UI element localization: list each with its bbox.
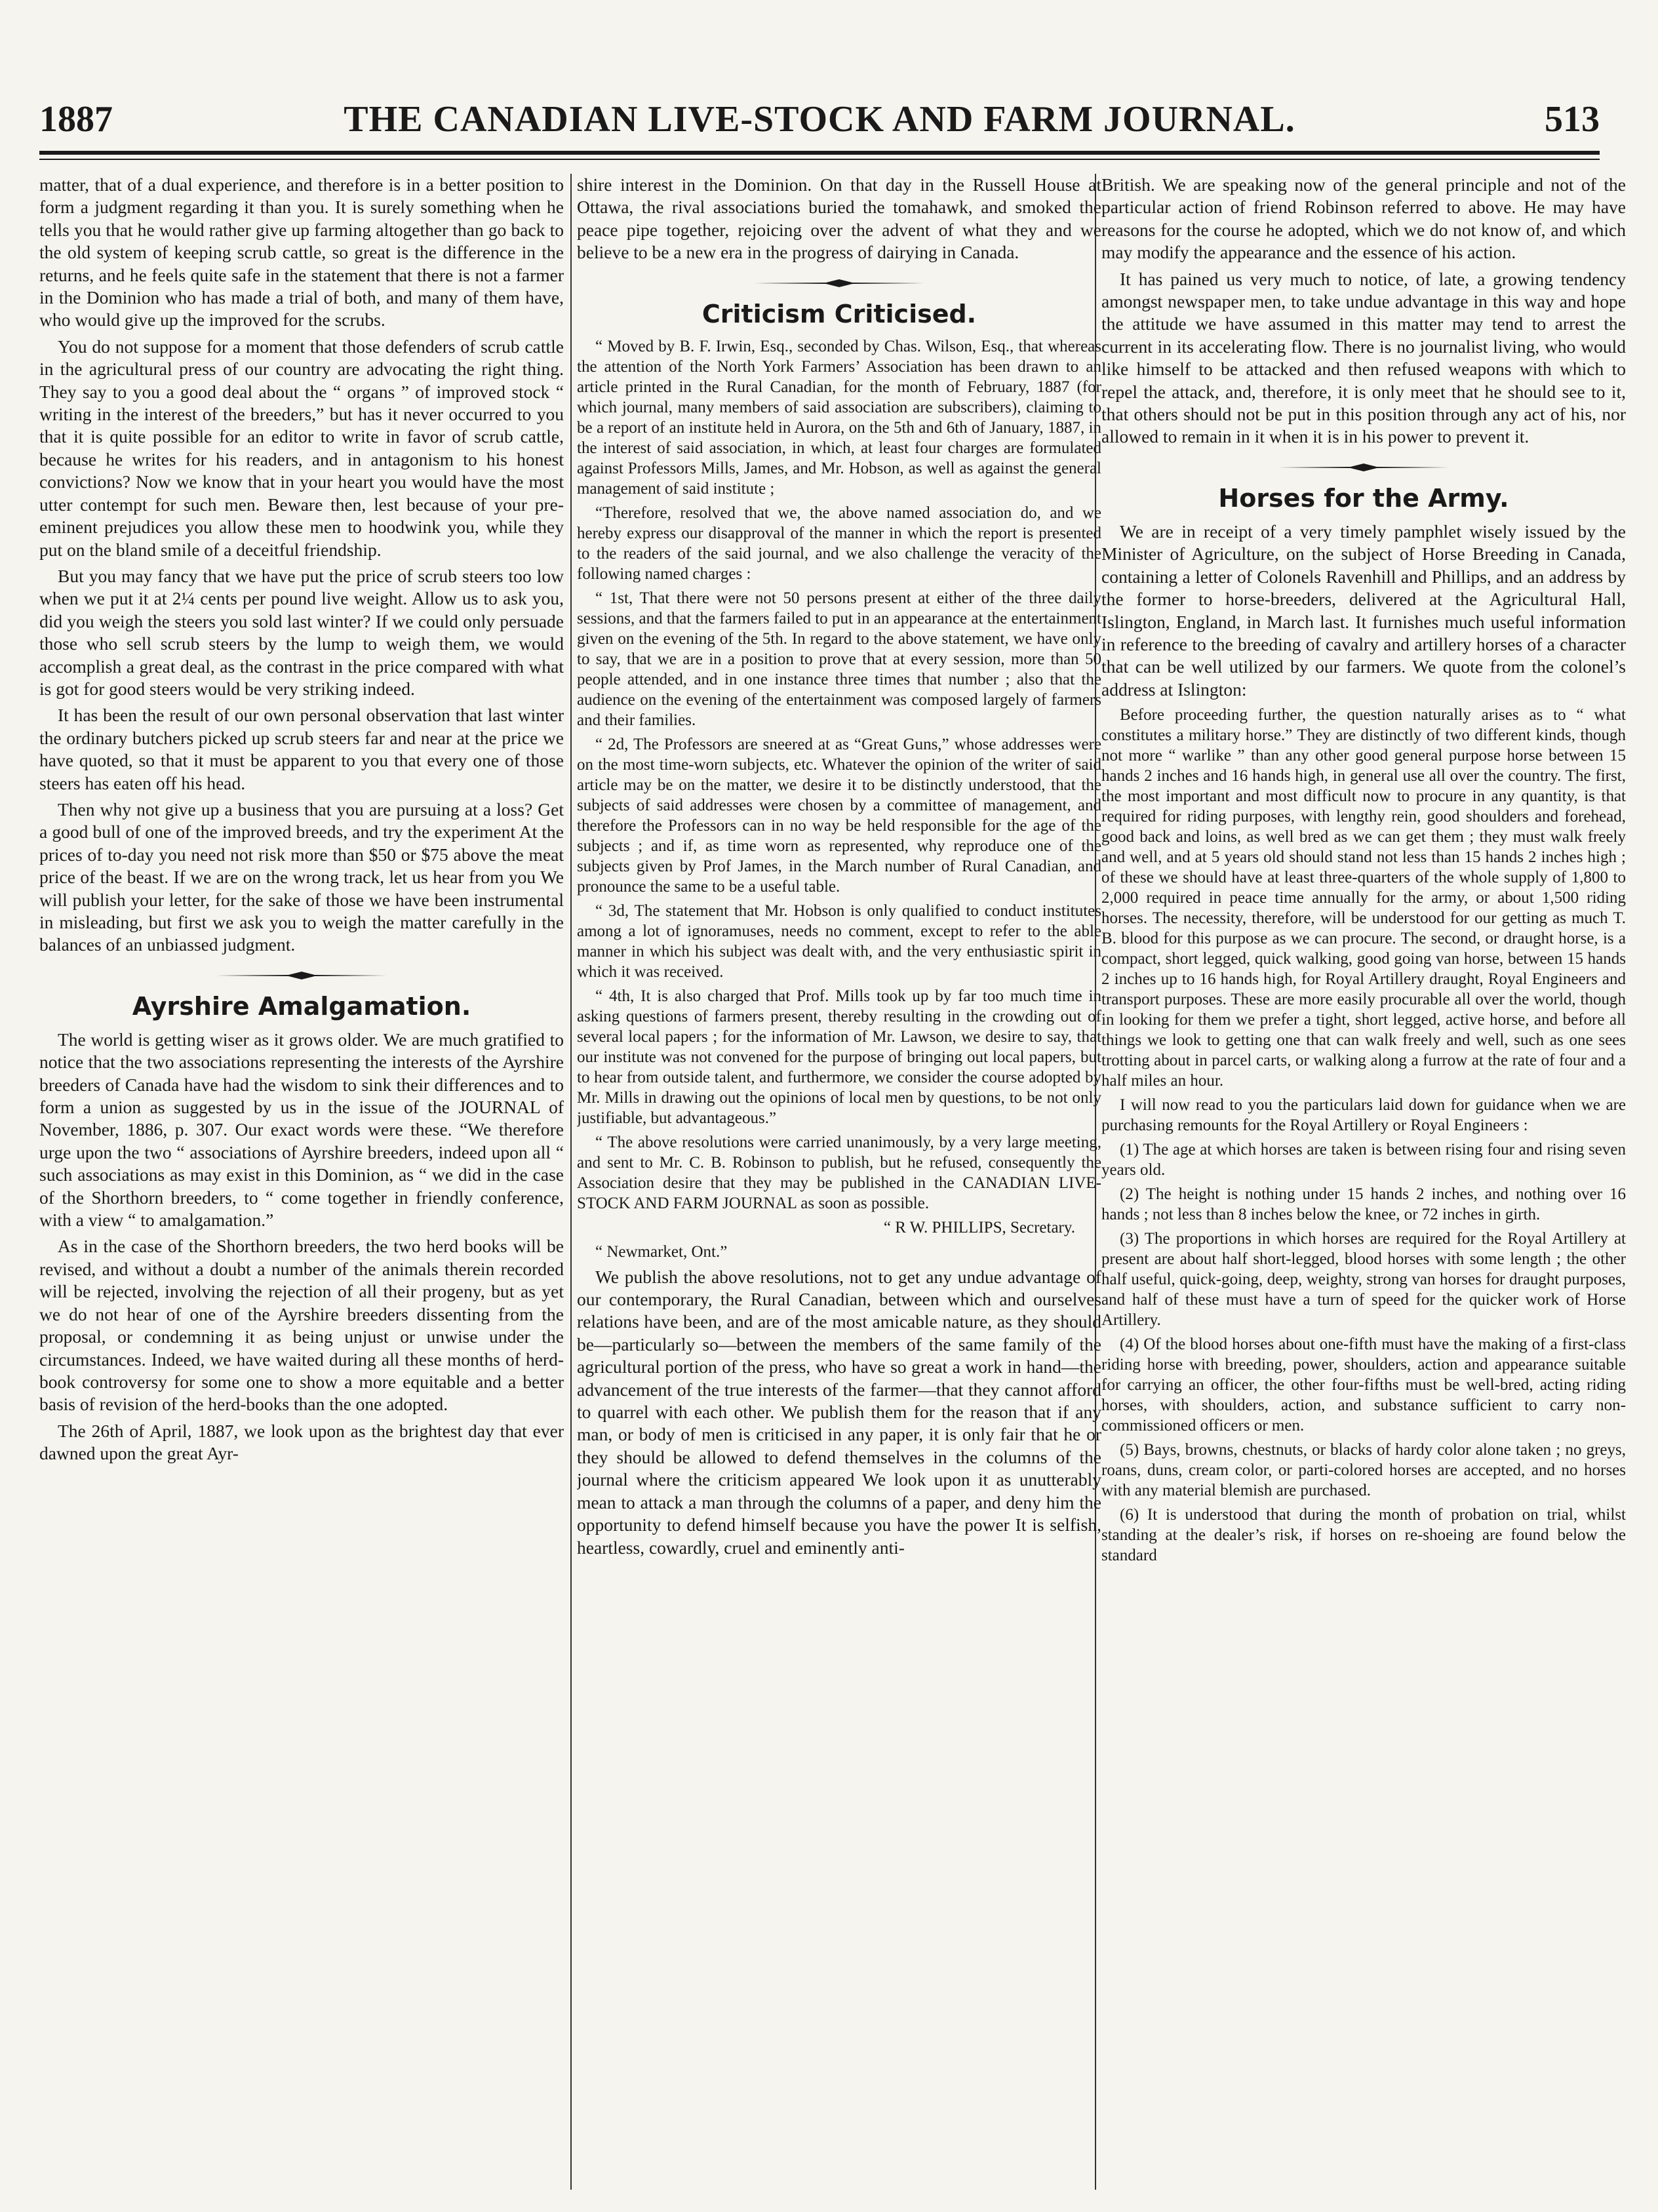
article-heading-ayrshire: Ayrshire Amalgamation. [132, 991, 471, 1021]
quoted-paragraph: I will now read to you the particulars laid down for guidance when we are purchasing remounts for the Royal Artillery or Royal Engineers : [1101, 1096, 1626, 1135]
header-year: 1887 [39, 99, 113, 140]
paragraph: You do not suppose for a moment that those defenders of scrub cattle in the agricultural press of our country are advocating the right thing. They say to you a good deal about the “ organs ” of improved stock “ writing in the interest of the breeders,” but has it never occurred to you that it is quite possible for an editor to write in favor of scrub cattle, because he writes for his readers, and in antagonism to his honest convictions? Now we know that in your heart you would have the most utter contempt for such men. Beware then, lest because of your pre-eminent prejudices you allow these men to hoodwink you, while they put on the bland smile of a deceitful friendship. [39, 336, 564, 560]
signature: “ R W. PHILLIPS, Secretary. [883, 1218, 1075, 1236]
paragraph: We publish the above resolutions, not to get any undue advantage of our contemporary, the Rural Canadian, between which and ourselves relations have been, and are of the most amicable nature, as they should be—particularly so—between the members of the same family of the agricultural portion of the press, who have so great a work in hand—the advancement of the true interests of the farmer—that they cannot afford to quarrel with each other. We publish them for the reason that if any man, or body of men is criticised in any paper, it is only fair that he or they should be allowed to defend themselves in the columns of the journal where the criticism appeared We look upon it as unutterably mean to attack a man through the columns of a paper, and deny him the opportunity to defend himself because you have the power It is selfish, heartless, cowardly, cruel and eminently anti- [577, 1266, 1101, 1558]
paragraph: The 26th of April, 1887, we look upon as the brightest day that ever dawned upon the great Ayr- [39, 1420, 564, 1464]
list-item: (3) The proportions in which horses are required for the Royal Artillery at present are about half short-legged, blood horses with some length ; the other half useful, quick-going, deep, weighty, strong van horses for draught purposes, and half of these must have a turn of speed for the quicker work of Horse Artillery. [1101, 1230, 1626, 1330]
journal-title: THE CANADIAN LIVE-STOCK AND FARM JOURNAL. [344, 99, 1295, 140]
column-separator [570, 174, 572, 2190]
signature-place: “ Newmarket, Ont.” [595, 1242, 728, 1261]
paragraph: As in the case of the Shorthorn breeders, the two herd books will be revised, and without a doubt a number of the animals therein recorded will be rejected, involving the rejection of all their progeny, but as yet we do not hear of one of the Ayrshire breeders dissenting from the proposal, or condemning it as being unjust or unwise under the circumstances. Indeed, we have waited during all these months of herd-book controversy for some one to show a more equitable and a better basis of revision of the herd-books than the one adopted. [39, 1236, 564, 1415]
column-1 [39, 174, 564, 2193]
paragraph: It has been the result of our own personal observation that last winter the ordinary butchers picked up scrub steers far and near at the price we have quoted, so that it must be apparent to you that every one of those steers has eaten off his head. [39, 705, 564, 793]
column-2 [577, 174, 1101, 2193]
section-ornament [1101, 463, 1626, 472]
column-3 [1101, 174, 1626, 2193]
list-item: (2) The height is nothing under 15 hands 2 inches, and nothing over 16 hands ; not less than 8 inches below the knee, or 72 inches in girth. [1101, 1185, 1626, 1224]
quoted-paragraph: “ 2d, The Professors are sneered at as “Great Guns,” whose addresses were on the most time-worn subjects, etc. Whatever the opinion of the writer of said article may be on the matter, we desire it to be distinctly understood, that the subjects of said addresses were chosen by a committee of management, and therefore the Professors can in no way be held responsible for the age of the subjects ; and if, as time worn as represented, why reproduce one of the subjects given by Prof James, in the March number of Rural Canadian, and pronounce the same to be a useful table. [577, 735, 1101, 896]
quoted-paragraph: “Therefore, resolved that we, the above named association do, and we hereby express our disapproval of the manner in which the report is presented to the readers of the said journal, and we also challenge the veracity of the following named charges : [577, 504, 1101, 583]
section-ornament [39, 971, 564, 980]
paragraph: We are in receipt of a very timely pamphlet wisely issued by the Minister of Agriculture, on the subject of Horse Breeding in Canada, containing a letter of Colonels Ravenhill and Phillips, and an address by the former to horse-breeders, delivered at the Agricultural Hall, Islington, England, in March last. It furnishes much useful information in reference to the breeding of cavalry and artillery horses of a character that can be well utilized by our farmers. We quote from the colonel’s address at Islington: [1101, 521, 1626, 700]
page-header [39, 98, 1600, 144]
list-item: (1) The age at which horses are taken is between rising four and rising seven years old. [1101, 1141, 1626, 1179]
quoted-paragraph: “ The above resolutions were carried unanimously, by a very large meeting, and sent to Mr. C. B. Robinson to publish, but he refused, consequently the Association desire that they may be published in the CANADIAN LIVE-STOCK AND FARM JOURNAL as soon as possible. [577, 1133, 1101, 1212]
header-rule-thick [39, 151, 1600, 155]
list-item: (6) It is understood that during the month of probation on trial, whilst standing at the dealer’s risk, if horses on re-shoeing are found below the standard [1101, 1506, 1626, 1565]
paragraph: British. We are speaking now of the general principle and not of the particular action of friend Robinson referred to above. He may have reasons for the course he adopted, which we do not know of, and which may modify the appearance and the essence of his action. [1101, 174, 1626, 263]
paragraph: shire interest in the Dominion. On that day in the Russell House at Ottawa, the rival associations buried the tomahawk, and smoked the peace pipe together, rejoicing over the advent of what they and we believe to be a new era in the progress of dairying in Canada. [577, 174, 1101, 263]
article-heading-horses: Horses for the Army. [1218, 483, 1509, 513]
list-item: (4) Of the blood horses about one-fifth must have the making of a first-class riding horse with breeding, power, shoulders, action and appearance suitable for carrying an officer, the other four-fifths must be well-bred, acting riding horses, with shoulders, action, and substance sufficient to carry non-commissioned officers or men. [1101, 1335, 1626, 1435]
paragraph: The world is getting wiser as it grows older. We are much gratified to notice that the two associations representing the interests of the Ayrshire breeders of Canada have had the wisdom to sink their differences and to form a union as suggested by us in the issue of the JOURNAL of November, 1886, p. 307. Our exact words were these. “We therefore urge upon the two “ associations of Ayrshire breeders, indeed upon all “ such associations as may exist in this Dominion, as “ we did in the case of the Shorthorn breeders, to “ come together in friendly conference, with a view “ to amalgamation.” [39, 1029, 564, 1231]
quoted-paragraph: Before proceeding further, the question naturally arises as to “ what constitutes a military horse.” They are distinctly of two different kinds, though not more “ warlike ” than any other good general purpose horse between 15 hands 2 inches and 16 hands high, in general use all over the country. The first, the most important and most difficult now to procure in any quantity, is that required for riding purposes, with lengthy rein, good shoulders and forehead, good back and loins, as well bred as we can get them ; they must walk freely and well, and at 5 years old should stand not less than 15 hands 2 inches high ; of these we should have at least three-quarters of the whole supply of 1,800 to 2,000 required in peace time annually for the army, or about 1,500 riding horses. The necessity, therefore, will be understood for our getting as much T. B. blood for this purpose as we can procure. The second, or draught horse, is a compact, short legged, quick walking, good going van horse, between 15 hands 2 inches up to 16 hands high, for Royal Artillery draught, Royal Engineers and transport purposes. These are more easily procurable all over the world, though in looking for them we prefer a tight, short legged, active horse, and before all things we look to getting one that can walk freely and well, such as one sees trotting about in parcel carts, or walking along a furrow at the rate of four and a half miles an hour. [1101, 706, 1626, 1090]
paragraph: Then why not give up a business that you are pursuing at a loss? Get a good bull of one of the improved breeds, and try the experiment At the prices of to-day you need not risk more than $50 or $75 above the meat price of the beast. If we are on the wrong track, let us hear from you We will publish your letter, for the sake of those we have been instrumental in misleading, but first we ask you to weigh the matter carefully in the balances of an unbiassed judgment. [39, 799, 564, 955]
quoted-paragraph: “ Moved by B. F. Irwin, Esq., seconded by Chas. Wilson, Esq., that whereas the attention of the North York Farmers’ Association has been drawn to an article printed in the Rural Canadian, for the month of February, 1887 (for which journal, many members of said association are subscribers), claiming to be a report of an institute held in Aurora, on the 5th and 6th of January, 1887, in the interest of said association, in which, at least four charges are formulated against Professors Mills, James, and Mr. Hobson, as well as against the general management of said institute ; [577, 337, 1101, 498]
article-heading-criticism: Criticism Criticised. [701, 299, 977, 328]
paragraph: matter, that of a dual experience, and therefore is in a better position to form a judgment regarding it than you. It is surely something when he tells you that he would rather give up farming altogether than go back to the old system of keeping scrub cattle, so great is the difference in the returns, and he feels quite safe in the statement that there is not a farmer in the Dominion who has made a trial of both, and many of them have, who would give up the improved for the scrubs. [39, 174, 564, 330]
quoted-paragraph: “ 4th, It is also charged that Prof. Mills took up by far too much time in asking questions of farmers present, thereby resulting in the crowding out of several local papers ; for the information of Mr. Lawson, we desire to say, that our institute was not convened for the purpose of bringing out local papers, but to hear from outside talent, and furthermore, we consider the course adopted by Mr. Mills in drawing out the opinions of local men by questions, to be not only justifiable, but advantageous.” [577, 987, 1101, 1127]
paragraph: It has pained us very much to notice, of late, a growing tendency amongst newspaper men, to take undue advantage in this way and hope the attitude we have assumed in this matter may tend to arrest the current in its accelerating flow. There is no journalist living, who would like himself to be attacked and then refused weapons with which to repel the attack, and, therefore, it is only meet that he should see to it, that others should not be put in this position through any act of his, nor allowed to remain in it when it is in his power to prevent it. [1101, 268, 1626, 447]
list-item: (5) Bays, browns, chestnuts, or blacks of hardy color alone taken ; no greys, roans, duns, cream color, or parti-colored horses are accepted, and no horses with any material blemish are purchased. [1101, 1441, 1626, 1500]
paragraph: But you may fancy that we have put the price of scrub steers too low when we put it at 2¼ cents per pound live weight. Allow us to ask you, did you weigh the steers you sold last winter? If we could only persuade those who sell scrub steers by the lump to weigh them, we would accomplish a great deal, as the contrast in the price compared with what is got for good steers would be very striking indeed. [39, 565, 564, 699]
quoted-paragraph: “ 3d, The statement that Mr. Hobson is only qualified to conduct institutes among a lot of ignoramuses, needs no comment, except to refer to the able manner in which his subject was dealt with, and the very enthusiastic spirit in which it was received. [577, 901, 1101, 981]
page-number: 513 [1545, 99, 1600, 140]
header-rule-thin [39, 159, 1600, 160]
quoted-paragraph: “ 1st, That there were not 50 persons present at either of the three daily sessions, and that the farmers failed to put in an appearance at the entertainment given on the evening of the 5th. In regard to the above statement, we have only to say, that we are in a position to prove that at every session, more than 50 people attended, and in one instance three times that number ; also that the audience on the evening of the entertainment was composed largely of farmers and their families. [577, 589, 1101, 729]
section-ornament [577, 279, 1101, 288]
